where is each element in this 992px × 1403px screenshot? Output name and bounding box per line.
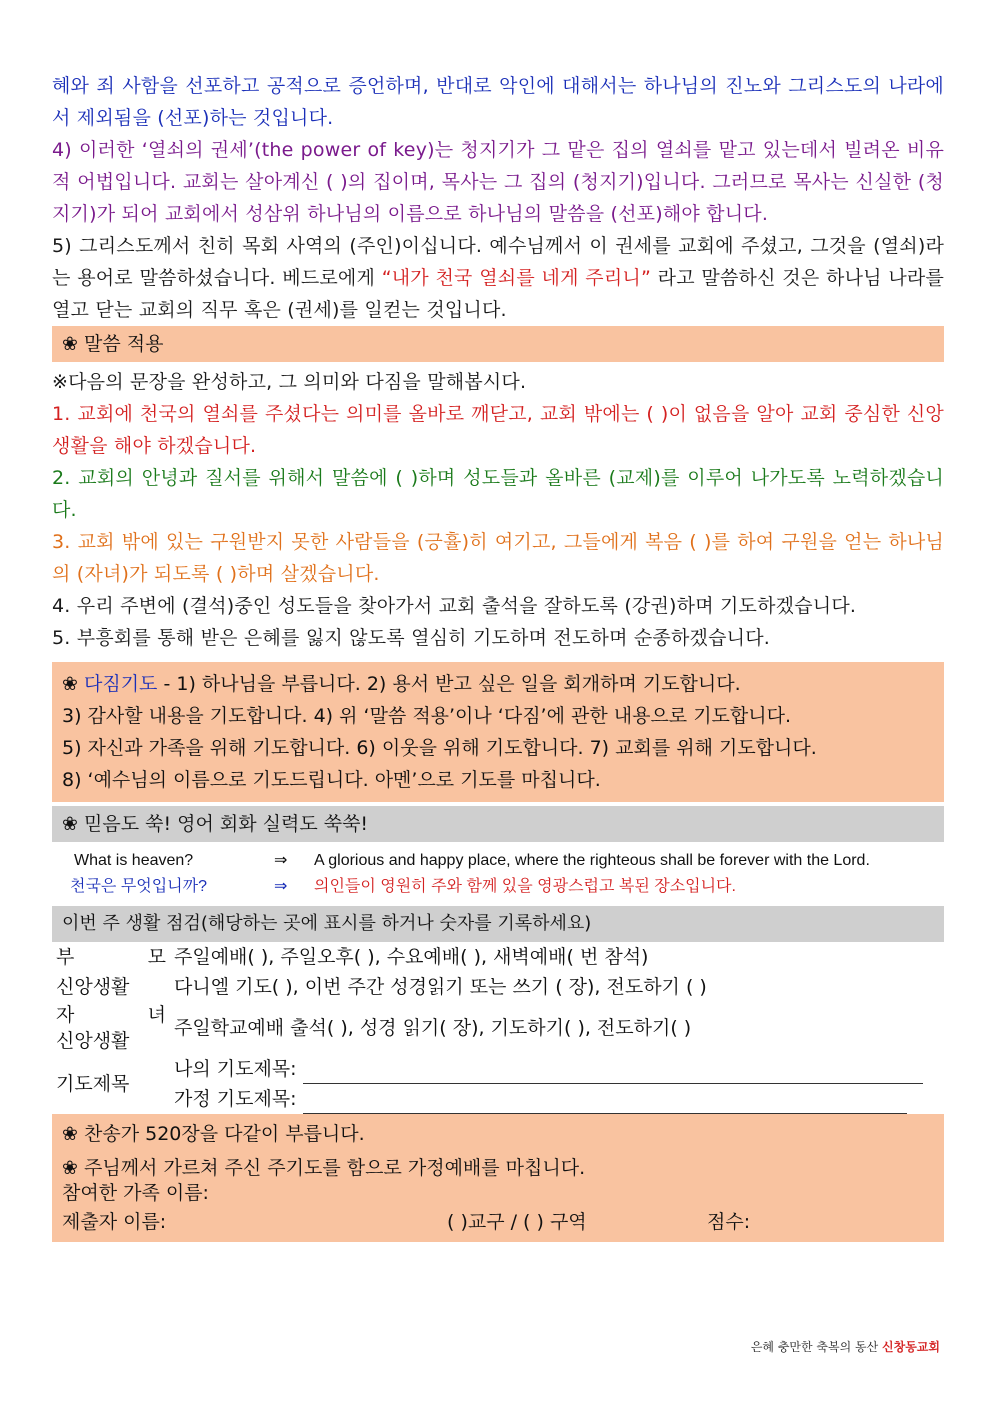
- parents-label: 부 모: [56, 946, 166, 968]
- application-item-5: 5. 부흥회를 통해 받은 은혜를 잃지 않도록 열심히 기도하며 전도하며 순종하겠습니다.: [52, 627, 771, 649]
- parish-field[interactable]: ( )교구 / ( ) 구역: [447, 1211, 587, 1233]
- children-counts[interactable]: 주일학교예배 출석( ), 성경 읽기( 장), 기도하기( ), 전도하기( ): [174, 1017, 692, 1039]
- closing-section: [52, 1114, 944, 1242]
- checklist-header: 이번 주 생활 점검(해당하는 곳에 표시를 하거나 숫자를 기록하세요): [52, 906, 944, 942]
- english-row-en: [52, 848, 944, 874]
- paragraph-5-text-b: 라고 말씀하신 것은 하나님 나라를 열고 닫는 교회의 직무 혹은 (권세)를 일컫는 것입니다.: [52, 267, 944, 321]
- prayer-topics-row: [52, 1054, 944, 1114]
- prayer-topics-label: 기도제목: [56, 1073, 130, 1095]
- lords-prayer-line: ❀ 주님께서 가르쳐 주신 주기도를 함으로 가정예배를 마칩니다.: [62, 1157, 586, 1179]
- flower-icon: ❀: [62, 1123, 78, 1145]
- application-item-2: 2. 교회의 안녕과 질서를 위해서 말씀에 ( )하며 성도들과 올바른 (교제)를 이루어 나가도록 노력하겠습니다.: [52, 467, 944, 521]
- answer-en: A glorious and happy place, where the righteous shall be forever with the Lord.: [314, 852, 870, 869]
- worksheet-page: [52, 70, 944, 1242]
- children-label: 자 녀 신앙생활: [56, 1004, 166, 1052]
- application-section: [52, 366, 944, 654]
- paragraph-4: 4) 이러한 ‘열쇠의 권세’(the power of key)는 청지기가 그 맡은 집의 열쇠를 맡고 있는데서 빌려온 비유적 어법입니다. 교회는 살아계신 ( )의 집이며, 목사는 그 집의 (청지기)입니다. 그러므로 목사는 신실한 (청지기)가 되어 교회에서 성삼위 하나님의 이름으로 하나님의 말씀을 (선포)해야 합니다.: [52, 139, 944, 225]
- application-item-3: 3. 교회 밖에 있는 구원받지 못한 사람들을 (긍휼)히 여기고, 그들에게 복음 ( )를 하여 구원을 얻는 하나님의 (자녀)가 되도록 ( )하며 살겠습니다.: [52, 531, 944, 585]
- english-row-ko: [52, 874, 944, 900]
- family-prayer-line[interactable]: [303, 1093, 907, 1114]
- footer-slogan: 은혜 충만한 축복의 동산: [750, 1340, 879, 1354]
- flower-icon: ❀: [62, 813, 78, 835]
- answer-ko: 의인들이 영원히 주와 함께 있을 영광스럽고 복된 장소입니다.: [314, 878, 736, 895]
- paragraph-continued: 혜와 죄 사함을 선포하고 공적으로 증언하며, 반대로 악인에 대해서는 하나님의 진노와 그리스도의 나라에서 제외됨을 (선포)하는 것입니다.: [52, 75, 944, 129]
- flower-icon: ❀: [62, 333, 78, 355]
- english-section: [52, 842, 944, 906]
- application-intro: ※다음의 문장을 완성하고, 그 의미와 다짐을 말해봅시다.: [52, 371, 527, 393]
- parents-row-2: [52, 972, 944, 1002]
- prayer-line-2: 3) 감사할 내용을 기도합니다. 4) 위 ‘말씀 적용’이나 ‘다짐’에 관한 내용으로 기도합니다.: [62, 705, 792, 727]
- arrow-icon: ⇒: [274, 878, 288, 895]
- arrow-icon: ⇒: [274, 852, 288, 869]
- church-name: 신창동교회: [882, 1340, 940, 1354]
- application-header: ❀ 말씀 적용: [52, 326, 944, 362]
- children-row: [52, 1002, 944, 1054]
- prayer-line-3: 5) 자신과 가족을 위해 기도합니다. 6) 이웃을 위해 기도합니다. 7) 교회를 위해 기도합니다.: [62, 737, 817, 759]
- family-prayer-field[interactable]: 가정 기도제목:: [174, 1084, 940, 1114]
- question-en: What is heaven?: [74, 852, 194, 869]
- prayer-line-1: ❀ 다짐기도 - 1) 하나님을 부릅니다. 2) 용서 받고 싶은 일을 회개하며 기도합니다.: [62, 668, 934, 700]
- parents-worship-counts[interactable]: 주일예배( ), 주일오후( ), 수요예배( ), 새벽예배( 번 참석): [174, 946, 649, 968]
- submitter-row: [62, 1206, 934, 1238]
- prayer-label: 다짐기도: [84, 673, 158, 695]
- checklist-table: [52, 942, 944, 1114]
- prayer-line-4: 8) ‘예수님의 이름으로 기도드립니다. 아멘’으로 기도를 마칩니다.: [62, 769, 601, 791]
- flower-icon: ❀: [62, 673, 78, 695]
- submitter-field[interactable]: 제출자 이름:: [62, 1211, 167, 1233]
- score-field[interactable]: 점수:: [707, 1211, 751, 1233]
- family-names-field[interactable]: 참여한 가족 이름:: [62, 1182, 209, 1204]
- hymn-line: ❀ 찬송가 520장을 다같이 부릅니다.: [62, 1118, 934, 1150]
- paragraph-5-text-a: 5) 그리스도께서 친히 목회 사역의 (주인)이십니다. 예수님께서 이 권세를 교회에 주셨고, 그것을 (열쇠)라는 용어로 말씀하셨습니다. 베드로에게: [52, 235, 944, 289]
- english-header: ❀ 믿음도 쑥! 영어 회화 실력도 쑥쑥!: [52, 806, 944, 842]
- my-prayer-line[interactable]: [303, 1063, 923, 1084]
- parents-label-2: 신앙생활: [56, 976, 130, 998]
- footer: [751, 1338, 940, 1355]
- flower-icon: ❀: [62, 1157, 78, 1179]
- my-prayer-field[interactable]: 나의 기도제목:: [174, 1054, 940, 1084]
- application-item-1: 1. 교회에 천국의 열쇠를 주셨다는 의미를 올바로 깨닫고, 교회 밖에는 ( )이 없음을 알아 교회 중심한 신앙생활을 해야 하겠습니다.: [52, 403, 944, 457]
- parents-bible-counts[interactable]: 다니엘 기도( ), 이번 주간 성경읽기 또는 쓰기 ( 장), 전도하기 ( ): [174, 976, 707, 998]
- parents-row-1: [52, 942, 944, 972]
- application-item-4: 4. 우리 주변에 (결석)중인 성도들을 찾아가서 교회 출석을 잘하도록 (강권)하며 기도하겠습니다.: [52, 595, 857, 617]
- prayer-section: [52, 662, 944, 802]
- paragraph-5-quote: “내가 천국 열쇠를 네게 주리니”: [381, 267, 652, 289]
- question-ko: 천국은 무엇입니까?: [70, 878, 207, 895]
- paragraph-5: [52, 230, 944, 326]
